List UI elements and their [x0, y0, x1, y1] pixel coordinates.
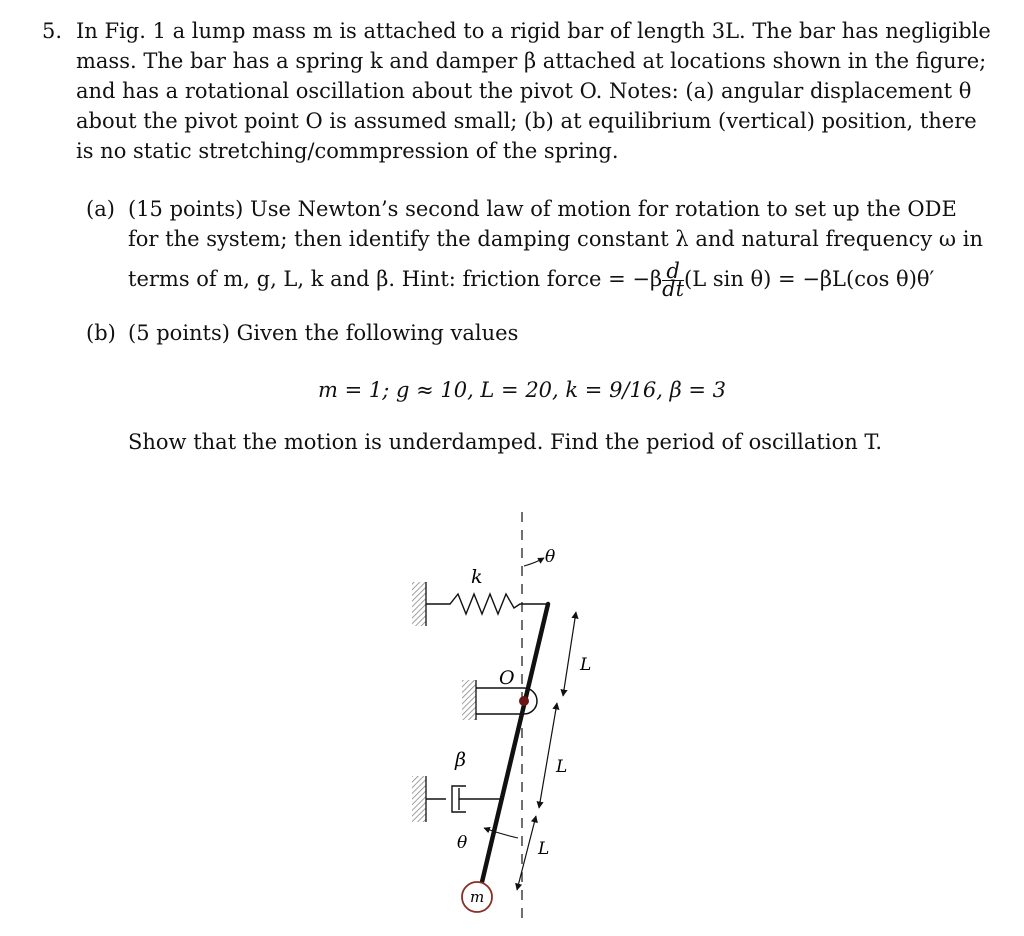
part-a-label: (a)	[86, 197, 115, 221]
hint-expression: (L sin θ) = −βL(cos θ)θ′	[684, 267, 935, 291]
length-label-2: L	[556, 757, 568, 777]
statement-line-3: and has a rotational oscillation about the pivot O. Notes: (a) angular displacement θ	[76, 79, 972, 103]
hint-text: terms of m, g, L, k and β. Hint: friction force = −β	[128, 267, 663, 291]
part-b-line-2: Show that the motion is underdamped. Find the period of oscillation T.	[128, 430, 883, 454]
part-a-line-1: (15 points) Use Newton’s second law of motion for rotation to set up the ODE	[128, 197, 957, 221]
bottom-angle-label: θ	[457, 833, 468, 853]
spring-wall	[412, 582, 426, 626]
damper-label: β	[455, 749, 466, 771]
part-a-line-2: for the system; then identify the damping constant λ and natural frequency ω in	[128, 227, 983, 251]
statement-line-4: about the pivot point O is assumed small; (b) at equilibrium (vertical) position, there	[76, 109, 977, 133]
derivative-fraction	[662, 259, 685, 301]
part-b-line-1: (5 points) Given the following values	[128, 321, 519, 345]
part-a-line-3	[128, 259, 935, 301]
bottom-angle-arc	[484, 828, 518, 838]
top-angle-arc	[524, 558, 544, 566]
problem-number: 5.	[42, 19, 63, 43]
statement-line-2: mass. The bar has a spring k and damper β attached at locations shown in the figure;	[76, 49, 987, 73]
spring	[426, 594, 548, 614]
given-values: m = 1; g ≈ 10, L = 20, k = 9/16, β = 3	[318, 378, 727, 402]
top-angle-label: θ	[545, 547, 556, 567]
damper-wall	[412, 776, 426, 822]
part-b-label: (b)	[86, 321, 116, 345]
spring-label: k	[471, 566, 483, 588]
statement-line-1: In Fig. 1 a lump mass m is attached to a rigid bar of length 3L. The bar has negligible	[76, 19, 991, 43]
pivot-point	[519, 696, 529, 706]
damper	[426, 786, 500, 812]
pivot-label: O	[499, 667, 515, 689]
derivative-denominator: dt	[662, 277, 685, 301]
pivot-wall	[462, 680, 476, 720]
length-label-3: L	[538, 839, 550, 859]
statement-line-5: is no static stretching/commpression of the spring.	[76, 139, 619, 163]
pendulum-figure	[400, 505, 620, 930]
derivative-numerator: d	[662, 263, 684, 281]
length-label-1: L	[580, 655, 592, 675]
mass-label: m	[470, 888, 485, 906]
